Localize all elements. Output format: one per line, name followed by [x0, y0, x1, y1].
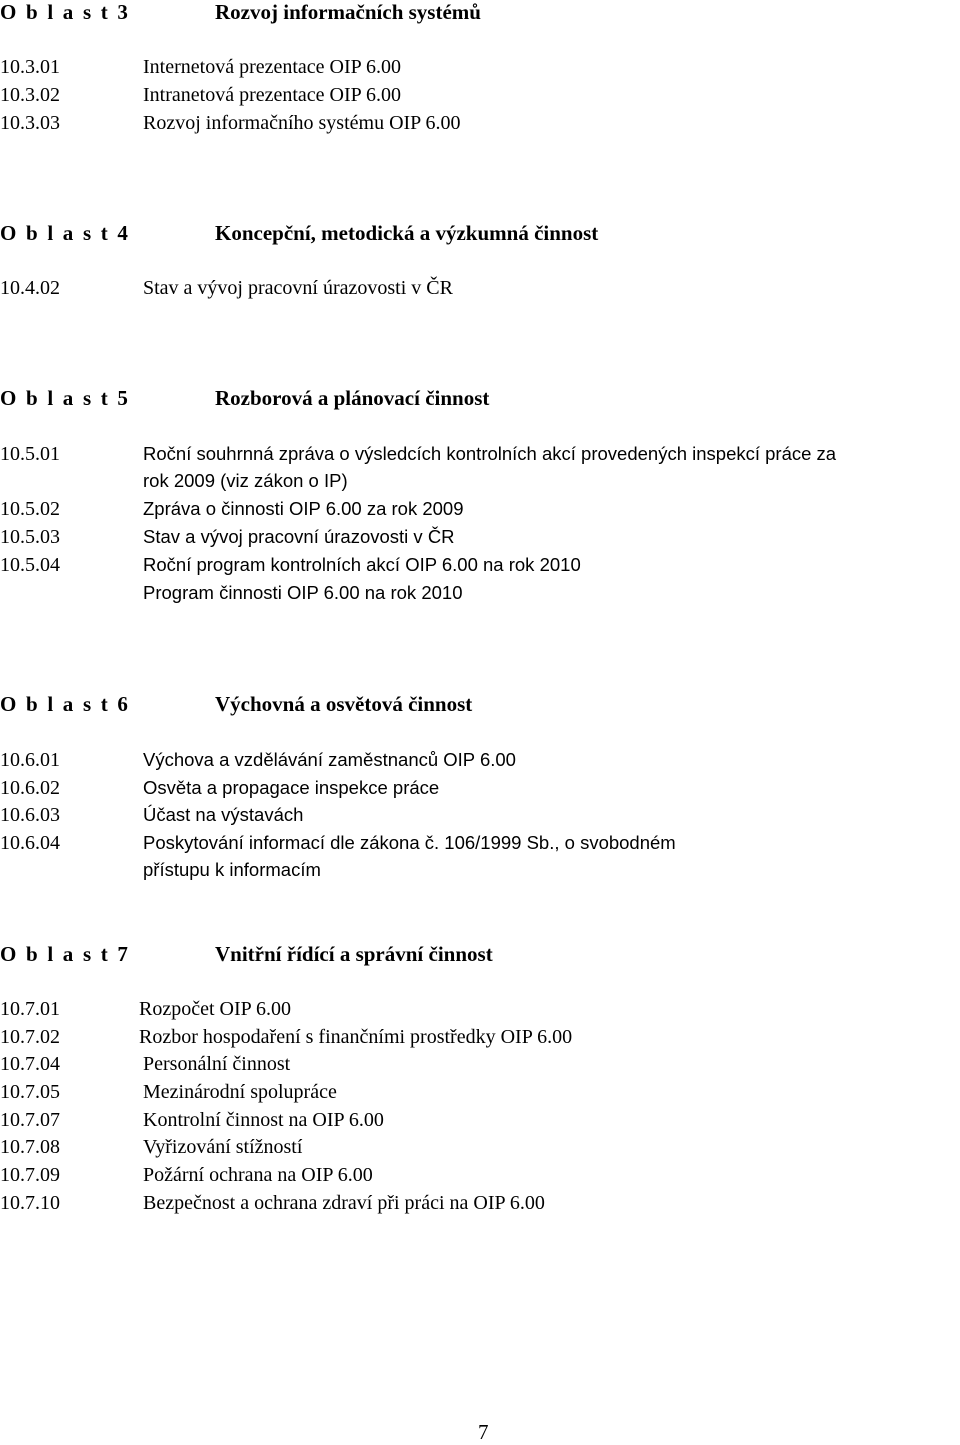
item-code: 10.7.08 — [0, 1136, 60, 1158]
item-code: 10.5.01 — [0, 443, 60, 465]
item-code: 10.3.01 — [0, 56, 60, 78]
item-text: rok 2009 (viz zákon o IP) — [143, 470, 348, 491]
section-title: Výchovná a osvětová činnost — [215, 692, 473, 716]
item-text: Rozvoj informačního systému OIP 6.00 — [143, 112, 461, 134]
item-text: Vyřizování stížností — [143, 1136, 303, 1158]
item-code: 10.5.03 — [0, 526, 60, 548]
section-label: O b l a s t 7 — [0, 942, 131, 966]
item-text: Stav a vývoj pracovní úrazovosti v ČR — [143, 277, 453, 299]
item-code: 10.7.09 — [0, 1164, 60, 1186]
item-text: Požární ochrana na OIP 6.00 — [143, 1164, 373, 1186]
item-code: 10.3.02 — [0, 84, 60, 106]
item-text: Výchova a vzdělávání zaměstnanců OIP 6.00 — [143, 749, 516, 770]
item-code: 10.5.02 — [0, 498, 60, 520]
item-code: 10.3.03 — [0, 112, 60, 134]
item-text: Bezpečnost a ochrana zdraví při práci na OIP 6.00 — [143, 1192, 545, 1214]
item-text: Intranetová prezentace OIP 6.00 — [143, 84, 402, 106]
item-text: Program činnosti OIP 6.00 na rok 2010 — [143, 582, 463, 603]
item-code: 10.7.07 — [0, 1109, 60, 1131]
section-label: O b l a s t 6 — [0, 692, 131, 716]
item-code: 10.6.03 — [0, 804, 60, 826]
item-text: Kontrolní činnost na OIP 6.00 — [143, 1109, 384, 1131]
item-text: Rozbor hospodaření s finančními prostředky OIP 6.00 — [139, 1026, 573, 1048]
item-text: Účast na výstavách — [143, 804, 304, 825]
item-code: 10.7.01 — [0, 998, 60, 1020]
item-code: 10.7.04 — [0, 1053, 60, 1075]
item-text: Mezinárodní spolupráce — [143, 1081, 337, 1103]
section-label: O b l a s t 3 — [0, 0, 131, 24]
item-text: přístupu k informacím — [143, 859, 321, 880]
section-label: O b l a s t 4 — [0, 221, 131, 245]
section-title: Vnitřní řídící a správní činnost — [215, 942, 493, 966]
section-label: O b l a s t 5 — [0, 386, 131, 410]
page-number: 7 — [478, 1420, 489, 1444]
section-title: Rozvoj informačních systémů — [215, 0, 481, 24]
item-text: Osvěta a propagace inspekce práce — [143, 777, 440, 798]
item-code: 10.5.04 — [0, 554, 60, 576]
item-text: Personální činnost — [143, 1053, 291, 1075]
section-title: Rozborová a plánovací činnost — [215, 386, 490, 410]
item-text: Poskytování informací dle zákona č. 106/1999 Sb., o svobodném — [143, 832, 676, 853]
item-code: 10.6.02 — [0, 777, 60, 799]
item-code: 10.7.05 — [0, 1081, 60, 1103]
item-code: 10.7.10 — [0, 1192, 60, 1214]
item-code: 10.7.02 — [0, 1026, 60, 1048]
item-text: Roční souhrnná zpráva o výsledcích kontrolních akcí provedených inspekcí práce za — [143, 443, 837, 464]
section-title: Koncepční, metodická a výzkumná činnost — [215, 221, 599, 245]
item-text: Rozpočet OIP 6.00 — [139, 998, 292, 1020]
item-code: 10.6.04 — [0, 832, 60, 854]
item-text: Internetová prezentace OIP 6.00 — [143, 56, 402, 78]
item-code: 10.6.01 — [0, 749, 60, 771]
item-text: Zpráva o činnosti OIP 6.00 za rok 2009 — [143, 498, 464, 519]
item-code: 10.4.02 — [0, 277, 60, 299]
item-text: Stav a vývoj pracovní úrazovosti v ČR — [143, 526, 455, 547]
item-text: Roční program kontrolních akcí OIP 6.00 na rok 2010 — [143, 554, 581, 575]
